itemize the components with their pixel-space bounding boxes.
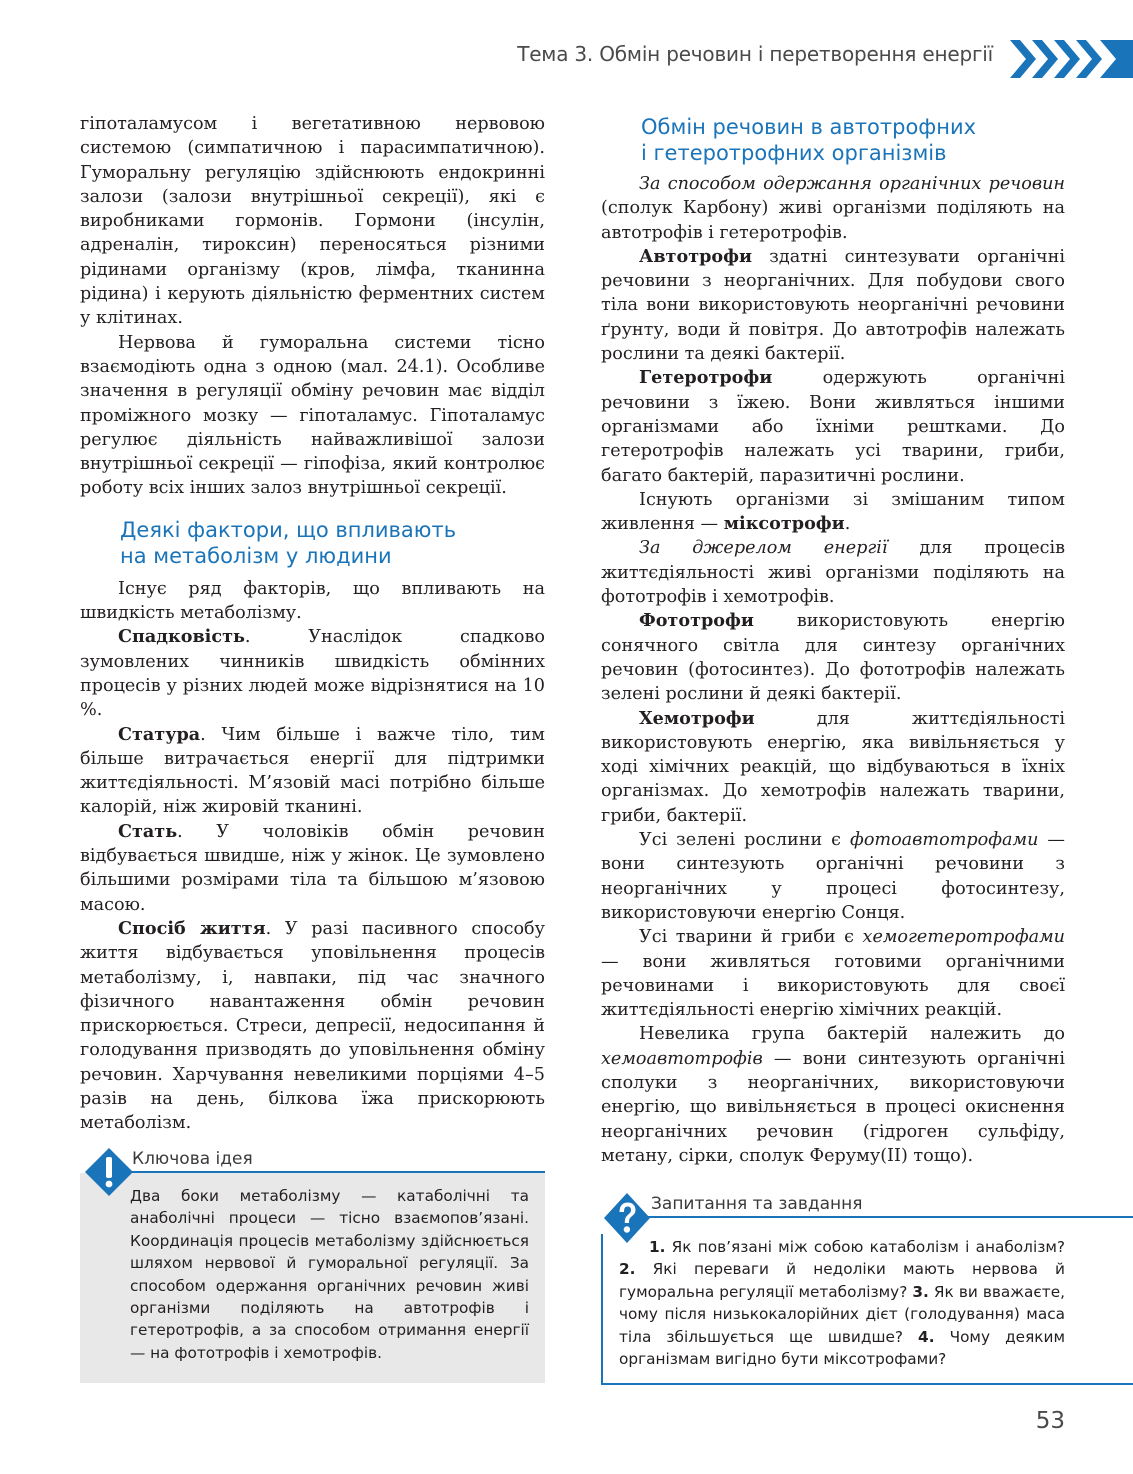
paragraph-text: здатні синтезувати органічні речовини з неорганічних. Для побудови свого тіла вони використовують неорганічні речовини ґрунту, води й повітря. До автотрофів належать рослини та деякі бактерії.	[601, 246, 1065, 365]
key-idea-box	[80, 1145, 545, 1383]
term-italic: фотоавтотрофами	[850, 830, 1039, 851]
paragraph	[601, 609, 1065, 706]
paragraph-text: . Унаслідок спадково зумовлених чинників швидкість обмінних процесів у різних людей може відрізнятися на 10 %.	[80, 627, 545, 721]
right-column	[601, 112, 1065, 1168]
paragraph	[601, 245, 1065, 366]
section-heading-line: і гетеротрофних організмів	[641, 141, 947, 165]
paragraph-text: Усі тварини й гриби є	[639, 927, 863, 948]
paragraph-text: — вони синтезують органічні сполуки з неорганічних, використовуючи енергію, що вивільняється в процесі окиснення неорганічних речовин (гідроген сульфіду, метану, сірки, сполук Феруму(ІІ) тощо).	[601, 1048, 1065, 1166]
question-text: Чому деяким організмам вигідно бути міксотрофами?	[619, 1327, 1065, 1369]
paragraph	[601, 707, 1065, 828]
section-heading-line: на метаболізм у людини	[120, 543, 392, 568]
paragraph	[601, 828, 1065, 925]
term-italic: хемогетеротрофами	[862, 927, 1065, 948]
paragraph	[80, 917, 545, 1136]
term-bold: Гетеротрофи	[639, 367, 773, 389]
questions-rule-top	[641, 1216, 1133, 1218]
section-heading	[80, 517, 545, 569]
paragraph: Існує ряд факторів, що впливають на швидкість метаболізму.	[80, 578, 545, 624]
questions-text	[619, 1236, 1065, 1370]
questions-panel	[619, 1236, 1065, 1370]
paragraph-text: . Чим більше і важче тіло, тим більше витрачається енергії для підтримки життєдіяльності. М’язовій масі потрібно більше калорій, ніж жировій тканині.	[80, 724, 545, 818]
paragraph	[80, 625, 545, 722]
paragraph	[601, 536, 1065, 609]
exclamation-icon	[84, 1147, 134, 1197]
section-heading-line: Деякі фактори, що впливають	[120, 517, 457, 542]
question-text: Які переваги й недоліки мають нервова й гуморальна регуляції метаболізму?	[619, 1260, 1065, 1301]
term-italic: хемоавтотрофів	[601, 1048, 763, 1069]
question-number: 4.	[918, 1327, 935, 1346]
key-idea-text: Два боки метаболізму — катаболічні та анаболічні процеси — тісно взаємопов’язані. Координація процесів метаболізму здійснюється шляхом нервової й гуморальної регуляції. За способом одержання органічних речовин живі організми поділяють на автотрофів і гетеротрофів, а за способом отримання енергії — на фототрофів і хемотрофів.	[130, 1187, 529, 1362]
key-idea-rule	[120, 1171, 545, 1173]
paragraph-text: .	[844, 514, 851, 535]
term-bold: Хемотрофи	[639, 707, 755, 729]
paragraph-text: (сполук Карбону) живі організми поділяють на автотрофів і гетеротрофів.	[601, 198, 1065, 243]
term-bold: Спадковість	[118, 626, 245, 648]
section-heading-line: Обмін речовин в автотрофних	[641, 115, 977, 139]
paragraph-text: — вони синтезують органічні речовини з неорганічних у процесі фотосинтезу, використовуючи енергію Сонця.	[601, 830, 1066, 923]
paragraph-text: одержують органічні речовини з їжею. Вони живляться іншими організмами або їхніми рештками. До гетеротрофів належать усі тварини, гриби, багато бактерій, паразитичні рослини.	[601, 368, 1065, 486]
question-number: 2.	[619, 1260, 636, 1279]
chapter-header-title: Тема 3. Обмін речовин і перетворення енергії	[517, 42, 993, 66]
question-number: 1.	[649, 1238, 666, 1256]
key-idea-panel	[80, 1173, 545, 1383]
paragraph-text: для життєдіяльності використовують енергію, яка вивільняється у ході хімічних реакцій, що відбуваються в їхніх організмах. До хемотрофів належать тварини, гриби, бактерії.	[601, 708, 1065, 826]
paragraph-text: . У разі пасивного способу життя відбувається уповільнення процесів метаболізму, і, навпаки, під час значного фізичного навантаження обмін речовин прискорюється. Стреси, депресії, недосипання й голодування призводять до уповільнення обміну речовин. Харчування невеликими порціями 4–5 разів на день, білкова їжа прискорюють метаболізм.	[80, 918, 545, 1134]
paragraph-text: Усі зелені рослини є	[639, 830, 851, 851]
term-italic: За джерелом енергії	[639, 538, 888, 559]
questions-box	[601, 1190, 1133, 1385]
paragraph-text: для процесів життєдіяльності живі організми поділяють на фототрофів і хемотрофів.	[601, 538, 1065, 608]
term-bold: міксотрофи	[723, 513, 845, 535]
paragraph	[601, 172, 1065, 245]
question-number: 3.	[912, 1282, 929, 1301]
chevron-arrows-icon	[1010, 40, 1133, 78]
paragraph: Нервова й гуморальна системи тісно взаємодіють одна з одною (мал. 24.1). Особливе значення в регуляції обміну речовин має відділ проміжного мозку — гіпоталамус. Гіпоталамус регулює діяльність найважливішої залози внутрішньої секреції — гіпофіза, який контролює роботу всіх інших залоз внутрішньої секреції.	[80, 332, 545, 499]
paragraph	[80, 723, 545, 820]
paragraph-text: — вони живляться готовими органічними речовинами і використовують для своєї життєдіяльності енергію хімічних реакцій.	[601, 951, 1065, 1021]
paragraph-text: Існують організми зі змішаним типом живлення —	[601, 489, 1065, 535]
left-column	[80, 112, 545, 1136]
question-text: Як пов’язані між собою катаболізм і анаболізм?	[665, 1238, 1065, 1256]
page-number: 53	[1035, 1408, 1065, 1434]
paragraph	[601, 488, 1065, 537]
paragraph	[80, 820, 545, 917]
term-bold: Спосіб життя	[118, 917, 266, 939]
section-heading	[601, 114, 1065, 166]
term-bold: Статура	[118, 723, 201, 745]
term-bold: Автотрофи	[639, 245, 753, 267]
questions-label: Запитання та завдання	[651, 1194, 863, 1214]
questions-rule-bottom	[601, 1383, 1133, 1385]
paragraph-text: Невелика група бактерій належить до	[639, 1024, 1065, 1045]
questions-rule-left	[601, 1234, 603, 1385]
question-text: Як ви вважаєте, чому після низькокалорійних дієт (голодування) маса тіла збільшується ще швидше?	[619, 1282, 1065, 1346]
paragraph	[601, 925, 1065, 1022]
paragraph-text: використовують енергію сонячного світла для синтезу органічних речовин (фотосинтез). До фототрофів належать зелені рослини й деякі бактерії.	[601, 611, 1065, 705]
key-idea-label: Ключова ідея	[132, 1149, 253, 1169]
paragraph	[601, 366, 1065, 487]
term-bold: Стать	[118, 820, 178, 842]
term-italic: За способом одержання органічних речовин	[639, 174, 1065, 194]
paragraph	[601, 1022, 1065, 1168]
paragraph: гіпоталамусом і вегетативною нервовою системою (симпатичною і парасимпатичною). Гуморальну регуляцію здійснюють ендокринні залози (залози внутрішньої секреції), які є виробниками гормонів. Гормони (інсулін, адреналін, тироксин) переносяться різними рідинами організму (кров, лімфа, тканинна рідина) і керують діяльністю ферментних систем у клітинах.	[80, 114, 545, 329]
paragraph-text: . У чоловіків обмін речовин відбувається швидше, ніж у жінок. Це зумовлено більшими розмірами тіла та більшою м’язовою масою.	[80, 821, 545, 915]
term-bold: Фототрофи	[639, 610, 754, 632]
